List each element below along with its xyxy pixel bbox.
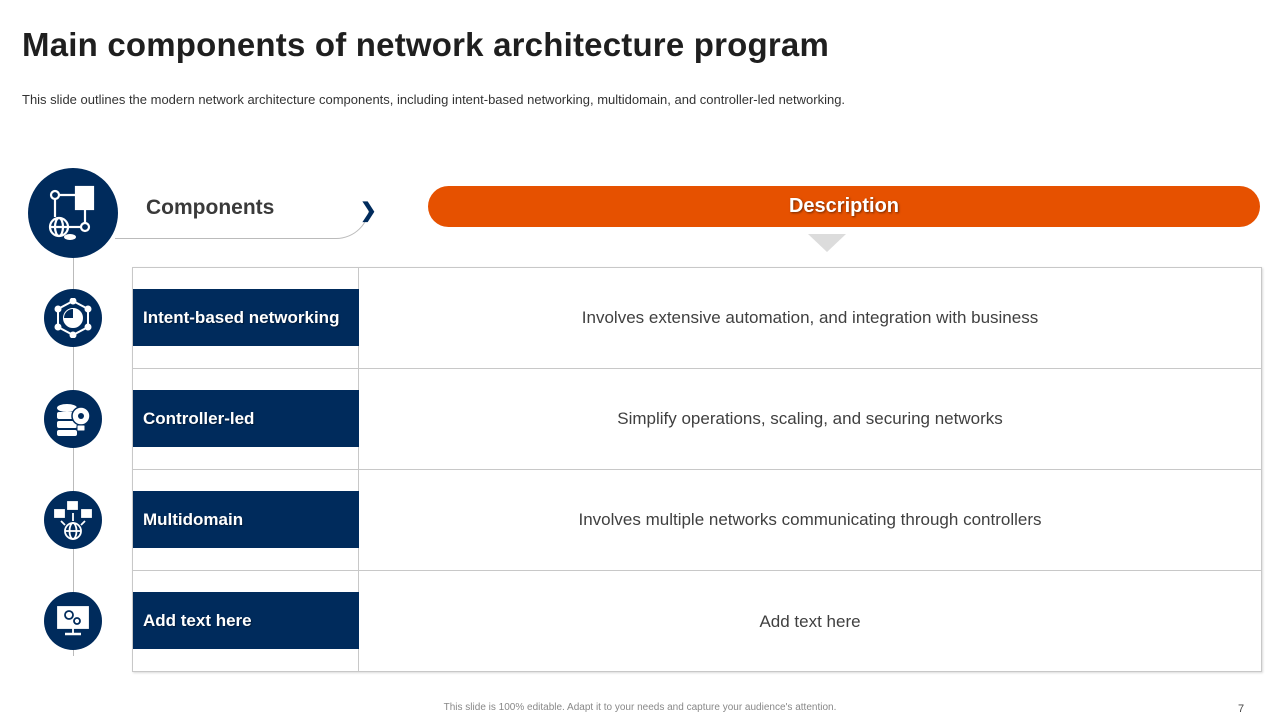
page-number: 7 — [1238, 703, 1245, 715]
description-heading — [428, 186, 1260, 227]
header-underline — [115, 238, 335, 239]
component-name: Multidomain — [143, 509, 244, 529]
component-label — [133, 592, 359, 649]
table-row — [133, 470, 1261, 571]
footer-note: This slide is 100% editable. Adapt it to your needs and capture your audience's attention. — [443, 702, 837, 713]
components-table — [132, 267, 1262, 672]
chevron-right-icon: ❯ — [360, 200, 377, 222]
globe-devices-icon — [44, 491, 102, 549]
network-server-globe-icon — [28, 168, 118, 258]
component-name: Intent-based networking — [143, 307, 340, 327]
database-bulb-gear-icon — [44, 390, 102, 448]
component-description: Simplify operations, scaling, and securing networks — [617, 409, 1003, 428]
component-description: Involves extensive automation, and integration with business — [581, 308, 1039, 327]
components-heading: Components — [146, 196, 275, 219]
monitor-gears-icon — [44, 592, 102, 650]
component-name: Add text here — [143, 610, 252, 630]
network-hexagon-icon — [44, 289, 102, 347]
component-name: Controller-led — [143, 408, 255, 428]
table-row — [133, 268, 1261, 369]
component-label — [133, 491, 359, 548]
table-row — [133, 369, 1261, 470]
description-pointer — [808, 234, 846, 252]
component-description: Add text here — [759, 611, 861, 631]
table-row — [133, 571, 1261, 672]
component-description: Involves multiple networks communicating through controllers — [578, 510, 1042, 529]
component-label — [133, 390, 359, 447]
component-label — [133, 289, 359, 346]
page-subtitle: This slide outlines the modern network architecture components, including intent-based networking, multidomain, and controller-led networking. — [22, 92, 846, 107]
page-title: Main components of network architecture program — [22, 26, 830, 63]
description-heading-label: Description — [788, 195, 900, 217]
